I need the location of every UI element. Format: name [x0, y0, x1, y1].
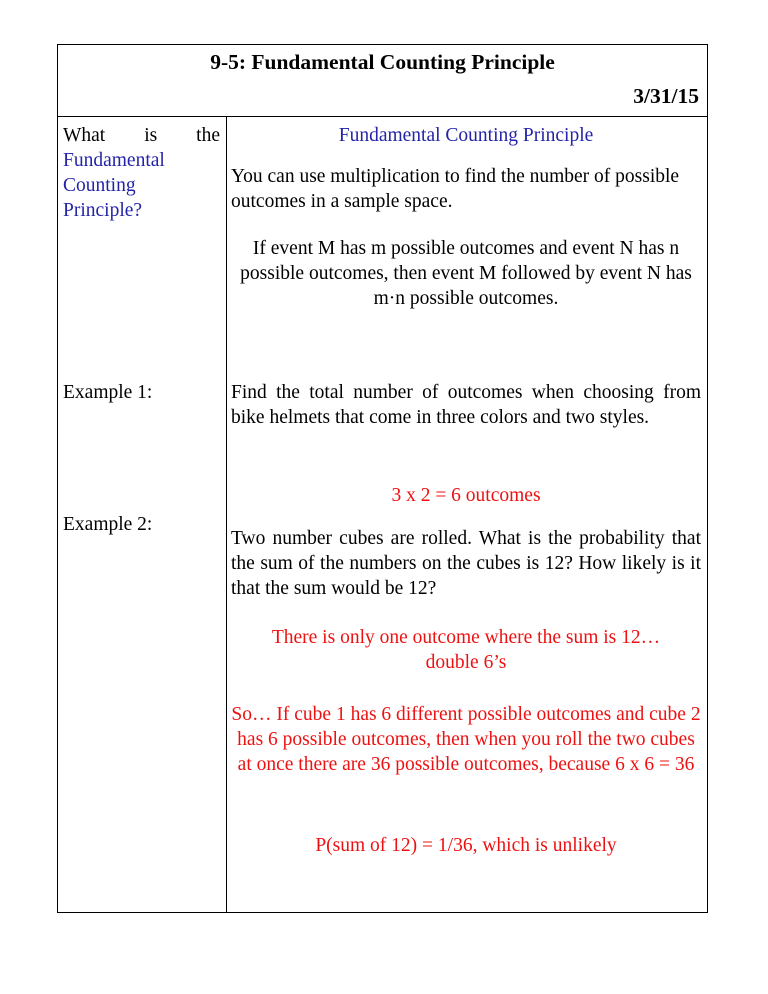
example2-answer-3: P(sum of 12) = 1/36, which is unlikely: [315, 835, 617, 856]
definition-heading: Fundamental Counting Principle: [338, 125, 594, 146]
question-word-2: is: [144, 125, 158, 146]
question-term: Fundamental Counting Principle?: [63, 150, 165, 221]
date-label: 3/31/15: [633, 84, 699, 108]
example1-answer: 3 x 2 = 6 outcomes: [391, 485, 541, 506]
question-word-1: What: [63, 125, 106, 146]
page-title: 9-5: Fundamental Counting Principle: [210, 50, 555, 74]
question-cell: [63, 123, 220, 223]
example2-label: Example 2:: [63, 514, 153, 535]
definition-text-2: If event M has m possible outcomes and event N has n possible outcomes, then event M followed by event N has m·n possible outcomes.: [240, 238, 692, 309]
question-prefix: [63, 123, 220, 148]
question-word-3: the: [196, 125, 220, 146]
header-row: [58, 45, 707, 117]
definition-text-1: You can use multiplication to find the number of possible outcomes in a sample space.: [231, 166, 680, 212]
example1-problem: Find the total number of outcomes when choosing from bike helmets that come in three colors and two styles.: [231, 382, 701, 428]
example2-answer-2: So… If cube 1 has 6 different possible outcomes and cube 2 has 6 possible outcomes, then when you roll the two cubes at once there are 36 possible outcomes, because 6 x 6 = 36: [231, 704, 701, 775]
notes-table: [57, 44, 708, 913]
example2-answer-1: There is only one outcome where the sum is 12…double 6’s: [271, 627, 661, 673]
column-divider: [226, 117, 227, 912]
example2-problem: Two number cubes are rolled. What is the probability that the sum of the numbers on the cubes is 12? How likely is it that the sum would be 12?: [231, 528, 701, 599]
example1-label: Example 1:: [63, 382, 153, 403]
